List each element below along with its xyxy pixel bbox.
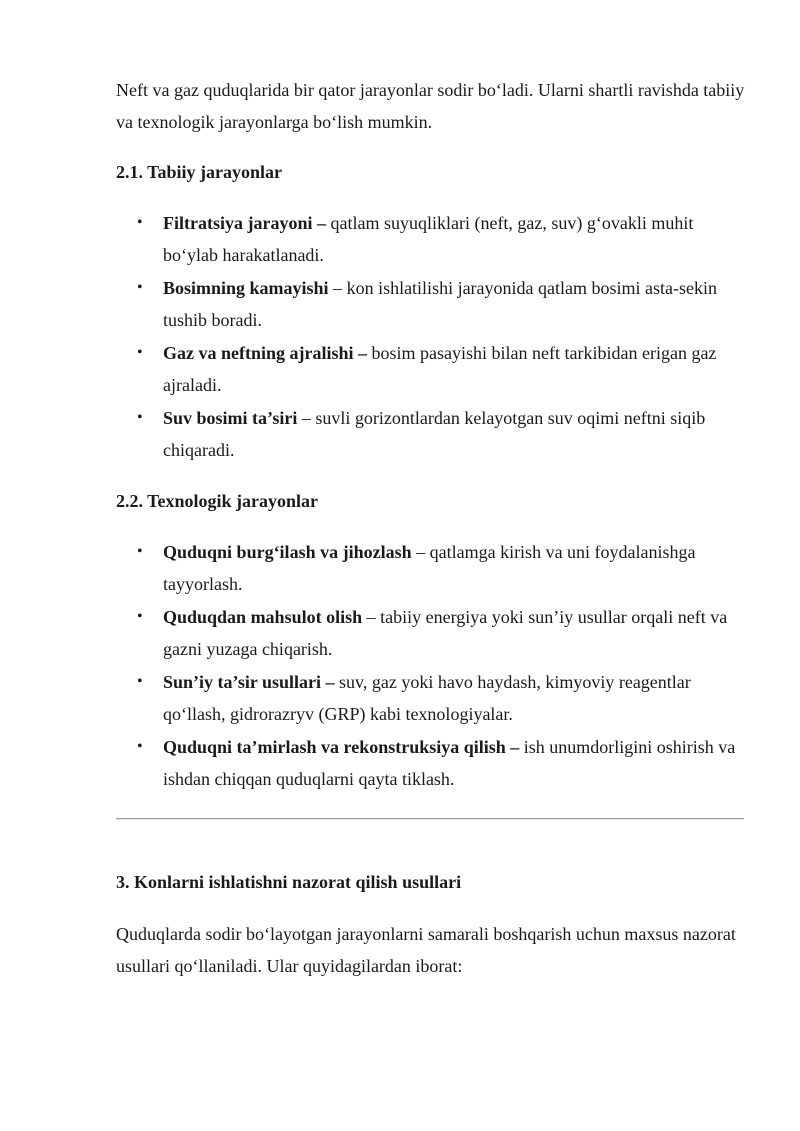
- section-2-1-list-block: [116, 207, 746, 467]
- section-2-2-block: [116, 489, 746, 513]
- list-item-term: Quduqdan mahsulot olish: [163, 607, 363, 627]
- section-3-heading: 3. Konlarni ishlatishni nazorat qilish usullari: [116, 872, 462, 892]
- section-2-2-list: [116, 536, 746, 795]
- list-item-text: qatlam suyuqliklari (neft, gaz, suv) g‘ovakli muhit bo‘ylab harakatlanadi.: [163, 213, 694, 265]
- list-item-term: Gaz va neftning ajralishi –: [163, 343, 368, 363]
- list-item: [116, 272, 746, 336]
- bullet-icon: •: [137, 738, 143, 755]
- list-item-term: Suv bosimi ta’siri: [163, 408, 298, 428]
- list-item-term: Bosimning kamayishi: [163, 278, 329, 298]
- bullet-icon: •: [137, 409, 143, 426]
- list-item-text: – tabiiy energiya yoki sun’iy usullar orqali neft va gazni yuzaga chiqarish.: [163, 607, 728, 659]
- list-item: [116, 666, 746, 730]
- section-3-block: [116, 870, 746, 894]
- list-item-term: Filtratsiya jarayoni –: [163, 213, 326, 233]
- list-item: [116, 731, 746, 795]
- section-2-1-list: [116, 207, 746, 466]
- section-2-2-heading: 2.2. Texnologik jarayonlar: [116, 491, 319, 511]
- section-2-2-list-block: [116, 536, 746, 796]
- bullet-icon: •: [137, 673, 143, 690]
- bullet-icon: •: [137, 344, 143, 361]
- section-3-paragraph: Quduqlarda sodir bo‘layotgan jarayonlarni samarali boshqarish uchun maxsus nazorat usullari qo‘llaniladi. Ular quyidagilardan iborat:: [116, 924, 736, 976]
- section-2-1-block: [116, 160, 746, 184]
- list-item-text: bosim pasayishi bilan neft tarkibidan erigan gaz ajraladi.: [163, 343, 717, 395]
- list-item: [116, 337, 746, 401]
- list-item-text: – kon ishlatilishi jarayonida qatlam bosimi asta-sekin tushib boradi.: [163, 278, 717, 330]
- list-item: [116, 536, 746, 600]
- list-item-text: – qatlamga kirish va uni foydalanishga tayyorlash.: [163, 542, 696, 594]
- list-item: [116, 601, 746, 665]
- list-item-term: Quduqni burg‘ilash va jihozlash: [163, 542, 412, 562]
- bullet-icon: •: [137, 543, 143, 560]
- intro-paragraph-block: [116, 74, 746, 138]
- bullet-icon: •: [137, 608, 143, 625]
- list-item-text: suv, gaz yoki havo haydash, kimyoviy reagentlar qo‘llash, gidrorazryv (GRP) kabi texnologiyalar.: [163, 672, 691, 724]
- section-3-paragraph-block: [116, 918, 746, 982]
- bullet-icon: •: [137, 279, 143, 296]
- list-item-text: ish unumdorligini oshirish va ishdan chiqqan quduqlarni qayta tiklash.: [163, 737, 736, 789]
- list-item: [116, 402, 746, 466]
- list-item-term: Quduqni ta’mirlash va rekonstruksiya qilish –: [163, 737, 520, 757]
- list-item-term: Sun’iy ta’sir usullari –: [163, 672, 335, 692]
- intro-paragraph: Neft va gaz quduqlarida bir qator jarayonlar sodir bo‘ladi. Ularni shartli ravishda tabiiy va texnologik jarayonlarga bo‘lish mumkin.: [116, 80, 745, 132]
- list-item-text: – suvli gorizontlardan kelayotgan suv oqimi neftni siqib chiqaradi.: [163, 408, 706, 460]
- bullet-icon: •: [137, 214, 143, 231]
- list-item: [116, 207, 746, 271]
- section-2-1-heading: 2.1. Tabiiy jarayonlar: [116, 162, 283, 182]
- horizontal-divider: [116, 818, 744, 820]
